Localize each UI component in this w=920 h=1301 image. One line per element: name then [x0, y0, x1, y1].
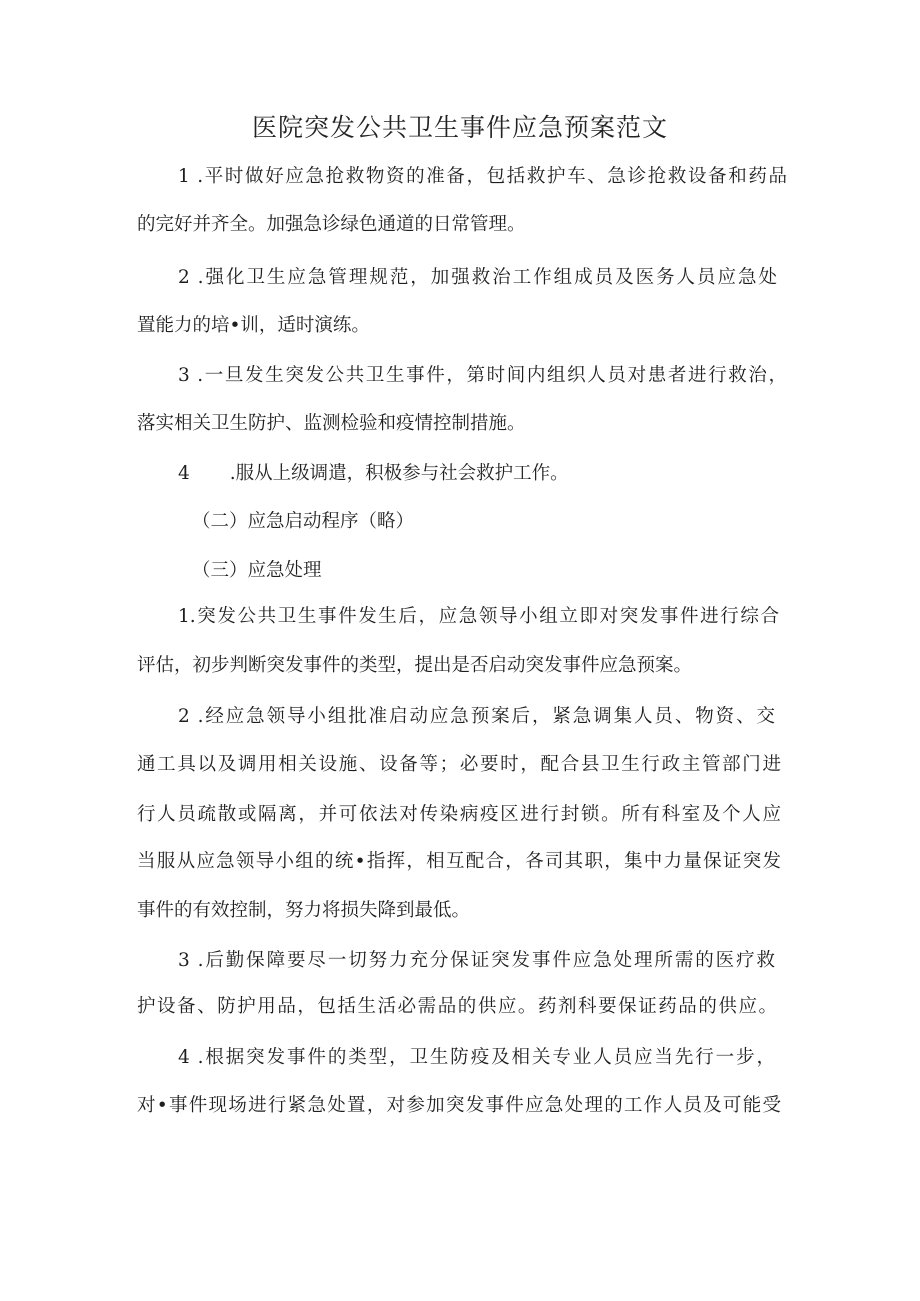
document-title: 医院突发公共卫生事件应急预案范文: [251, 113, 668, 142]
paragraph-4-text: .服从上级调遣，积极参与社会救护工作。: [229, 463, 569, 484]
paragraph-4-line-1: [178, 459, 828, 489]
response-item-3-line-1: 3 .后勤保障要尽一切努力充分保证突发事件应急处理所需的医疗救: [178, 950, 775, 971]
response-item-1-line-1: 1.突发公共卫生事件发生后，应急领导小组立即对突发事件进行综合: [178, 606, 779, 627]
paragraph-2-line-1: 2 .强化卫生应急管理规范，加强救治工作组成员及医务人员应急处: [178, 267, 777, 288]
response-item-2-line-2: 通工具以及调用相关设施、设备等；必要时，配合县卫生行政主管部门进: [137, 754, 781, 775]
response-item-2-line-4: 当服从应急领导小组的统•指挥，相互配合，各司其职，集中力量保证突发: [137, 851, 781, 872]
section-heading-2: （二）应急启动程序（略）: [192, 511, 415, 532]
response-item-4-line-2: 对•事件现场进行紧急处置，对参加突发事件应急处理的工作人员及可能受: [137, 1095, 781, 1116]
response-item-2-line-3: 行人员疏散或隔离，并可依法对传染病疫区进行封锁。所有科室及个人应: [137, 804, 781, 825]
response-item-3-line-2: 护设备、防护用品，包括生活必需品的供应。药剂科要保证药品的供应。: [137, 996, 777, 1017]
response-item-4-line-1: 4 .根据突发事件的类型，卫生防疫及相关专业人员应当先行一步，: [178, 1047, 775, 1068]
response-item-2-line-5: 事件的有效控制，努力将损失降到最低。: [137, 900, 471, 921]
paragraph-1-line-1: 1 .平时做好应急抢救物资的准备，包括救护车、急诊抢救设备和药品: [178, 166, 787, 187]
response-item-2-line-1: 2 .经应急领导小组批准启动应急预案后，紧急调集人员、物资、交: [178, 706, 775, 727]
paragraph-4-number: 4: [178, 463, 190, 484]
paragraph-2-line-2: 置能力的培•训，适时演练。: [137, 315, 370, 336]
paragraph-3-line-1: 3 .一旦发生突发公共卫生事件，第时间内组织人员对患者进行救治，: [178, 365, 787, 386]
response-item-1-line-2: 评估，初步判断突发事件的类型，提出是否启动突发事件应急预案。: [137, 655, 693, 676]
section-heading-3: （三）应急处理: [192, 560, 322, 581]
paragraph-1-line-2: 的完好并齐全。加强急诊绿色通道的日常管理。: [137, 214, 526, 235]
paragraph-3-line-2: 落实相关卫生防护、监测检验和疫情控制措施。: [137, 413, 526, 434]
